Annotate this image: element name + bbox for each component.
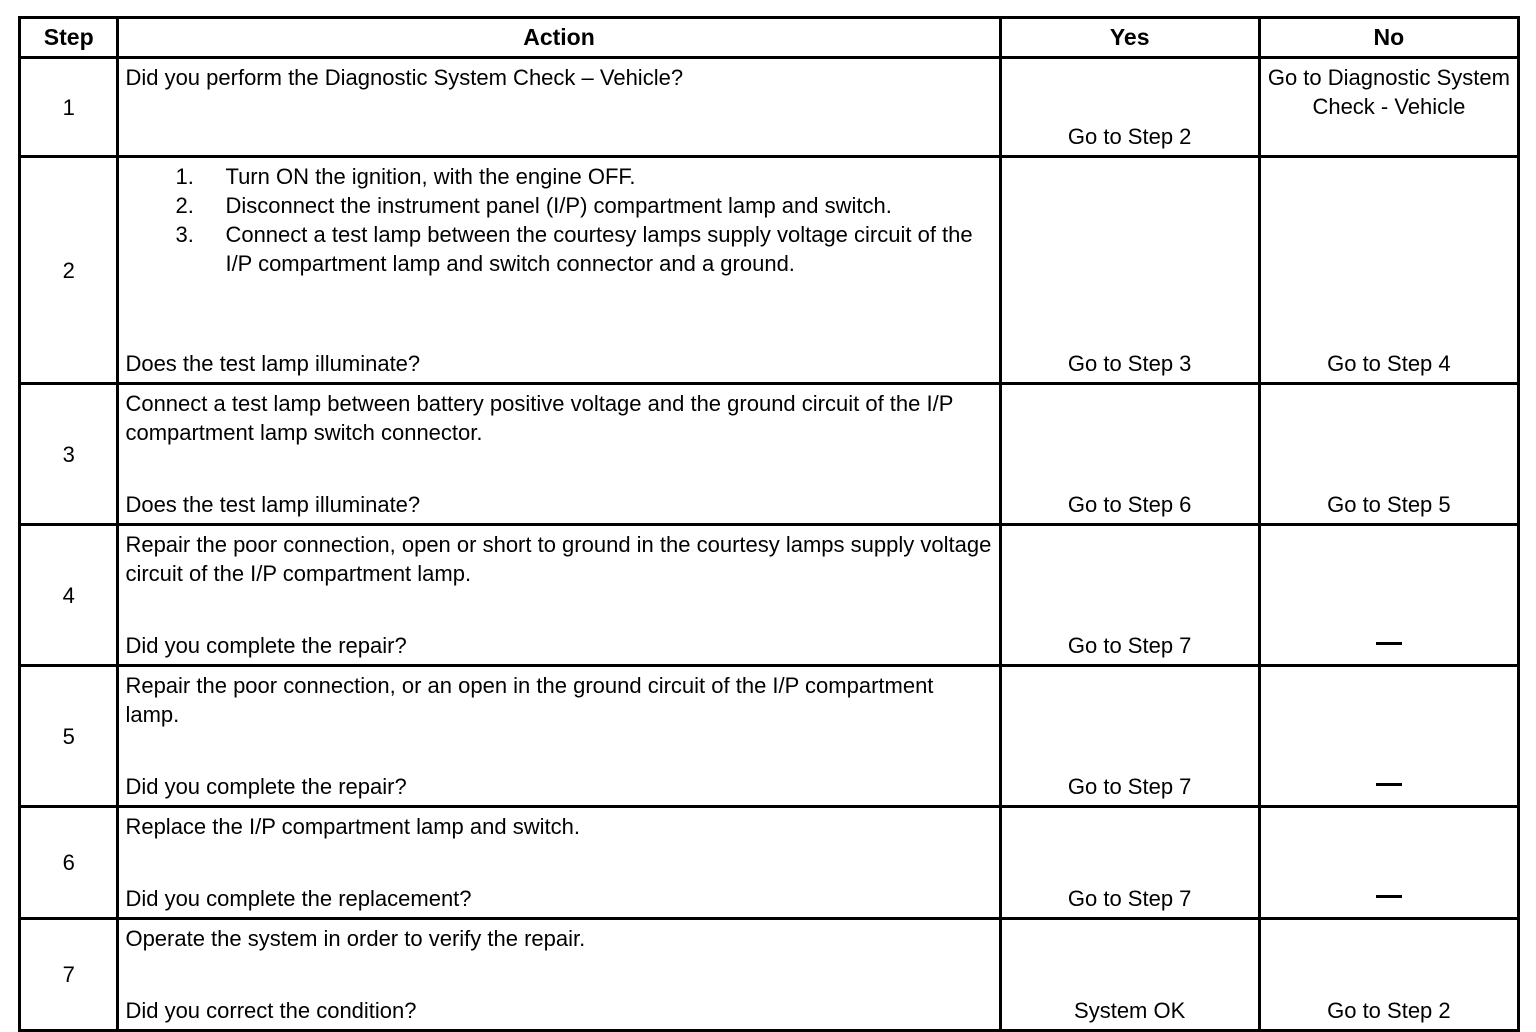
- yes-result: Go to Step 7: [1000, 807, 1259, 919]
- header-step: Step: [20, 18, 118, 58]
- substep-text: Turn ON the ignition, with the engine OFF.: [225, 164, 636, 189]
- step-number: 3: [20, 384, 118, 525]
- action-question: Does the test lamp illuminate?: [125, 492, 421, 517]
- dash-mark: [1376, 642, 1402, 645]
- action-question: Does the test lamp illuminate?: [125, 351, 421, 376]
- table-row: [20, 807, 1519, 919]
- substep-list: [125, 162, 992, 278]
- table-row: [20, 919, 1519, 1031]
- no-result: [1259, 525, 1518, 666]
- no-result: [1259, 807, 1518, 919]
- step-number: 5: [20, 666, 118, 807]
- action-text: Repair the poor connection, or an open in the ground circuit of the I/P compartment lamp.: [125, 673, 934, 727]
- no-result: [1259, 666, 1518, 807]
- substep-item: [175, 220, 992, 278]
- yes-result: Go to Step 7: [1000, 525, 1259, 666]
- yes-result: Go to Step 3: [1000, 157, 1259, 384]
- substep-number: 1.: [175, 164, 194, 189]
- step-number: 1: [20, 58, 118, 157]
- substep-item: [175, 162, 992, 191]
- diagnostic-table: [18, 16, 1520, 1032]
- no-result: Go to Diagnostic System Check - Vehicle: [1259, 58, 1518, 157]
- action-cell: [118, 525, 1000, 666]
- step-number: 6: [20, 807, 118, 919]
- no-result: Go to Step 4: [1259, 157, 1518, 384]
- action-cell: [118, 384, 1000, 525]
- header-no: No: [1259, 18, 1518, 58]
- yes-result: Go to Step 6: [1000, 384, 1259, 525]
- action-cell: [118, 666, 1000, 807]
- step-number: 2: [20, 157, 118, 384]
- table-row: [20, 384, 1519, 525]
- yes-result: Go to Step 7: [1000, 666, 1259, 807]
- action-text: Did you perform the Diagnostic System Check – Vehicle?: [125, 65, 684, 90]
- action-question: Did you correct the condition?: [125, 998, 417, 1023]
- substep-number: 3.: [175, 222, 194, 247]
- substep-item: [175, 191, 992, 220]
- no-result: Go to Step 5: [1259, 384, 1518, 525]
- table-row: [20, 157, 1519, 384]
- table-row: [20, 666, 1519, 807]
- action-cell: [118, 58, 1000, 157]
- action-question: Did you complete the repair?: [125, 774, 407, 799]
- yes-result: System OK: [1000, 919, 1259, 1031]
- table-row: [20, 525, 1519, 666]
- action-cell: [118, 807, 1000, 919]
- step-number: 4: [20, 525, 118, 666]
- substep-number: 2.: [175, 193, 194, 218]
- action-text: Replace the I/P compartment lamp and switch.: [125, 814, 580, 839]
- header-row: [20, 18, 1519, 58]
- header-yes: Yes: [1000, 18, 1259, 58]
- dash-mark: [1376, 783, 1402, 786]
- substep-text: Connect a test lamp between the courtesy lamps supply voltage circuit of the I/P compartment lamp and switch connector and a ground.: [225, 222, 973, 276]
- action-cell: [118, 157, 1000, 384]
- action-question: Did you complete the repair?: [125, 633, 407, 658]
- table-row: [20, 58, 1519, 157]
- step-number: 7: [20, 919, 118, 1031]
- action-text: Operate the system in order to verify the repair.: [125, 926, 586, 951]
- yes-result: Go to Step 2: [1000, 58, 1259, 157]
- action-text: Connect a test lamp between battery positive voltage and the ground circuit of the I/P compartment lamp switch connector.: [125, 391, 953, 445]
- header-action: Action: [118, 18, 1000, 58]
- no-result: Go to Step 2: [1259, 919, 1518, 1031]
- action-question: Did you complete the replacement?: [125, 886, 472, 911]
- action-text: Repair the poor connection, open or short to ground in the courtesy lamps supply voltage circuit of the I/P compartment lamp.: [125, 532, 992, 586]
- substep-text: Disconnect the instrument panel (I/P) compartment lamp and switch.: [225, 193, 892, 218]
- dash-mark: [1376, 895, 1402, 898]
- action-cell: [118, 919, 1000, 1031]
